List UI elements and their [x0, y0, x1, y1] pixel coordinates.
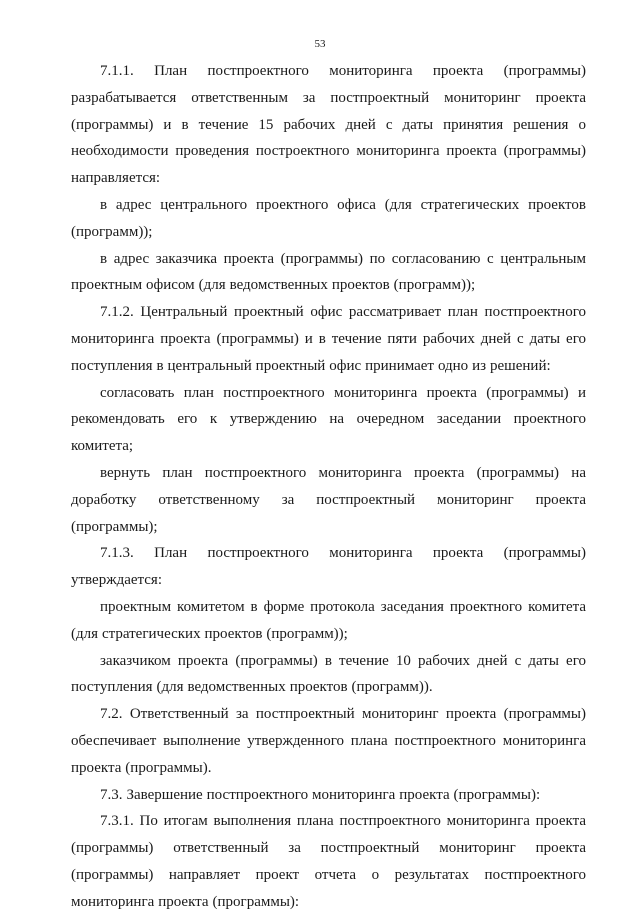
paragraph-7-3: 7.3. Завершение постпроектного мониторинга проекта (программы): [100, 786, 541, 803]
list-item-approve: согласовать план постпроектного мониторинга проекта (программы) и рекомендовать его к утверждению на очередном заседании проектного комитета; [71, 384, 586, 455]
paragraph-7-1-1: 7.1.1. План постпроектного мониторинга проекта (программы) разрабатывается ответственным за постпроектный мониторинг проекта (программы) и в течение 15 рабочих дней с даты принятия решения о необходимости проведения построектного мониторинга проекта (программы) направляется: [71, 63, 586, 187]
list-item-committee: проектным комитетом в форме протокола заседания проектного комитета (для стратегических проектов (программ)); [71, 598, 586, 642]
document-body [71, 58, 586, 916]
list-item-customer-approval: заказчиком проекта (программы) в течение 10 рабочих дней с даты его поступления (для ведомственных проектов (программ)). [71, 652, 586, 696]
paragraph-7-1-3: 7.1.3. План постпроектного мониторинга проекта (программы) утверждается: [71, 545, 586, 589]
paragraph-7-3-1: 7.3.1. По итогам выполнения плана постпроектного мониторинга проекта (программы) ответственный за постпроектный мониторинг проекта (программы) направляет проект отчета о результатах постпроектного мониторинга проекта (программы): [71, 813, 586, 910]
list-item-customer: в адрес заказчика проекта (программы) по согласованию с центральным проектным офисом (для ведомственных проектов (программ)); [71, 250, 586, 294]
list-item-central-office: в адрес центрального проектного офиса (для стратегических проектов (программ)); [71, 196, 586, 240]
list-item-return: вернуть план постпроектного мониторинга проекта (программы) на доработку ответственному за постпроектный мониторинг проекта (программы); [71, 464, 586, 535]
paragraph-7-1-2: 7.1.2. Центральный проектный офис рассматривает план постпроектного мониторинга проекта (программы) и в течение пяти рабочих дней с даты его поступления в центральный проектный офис принимает одно из решений: [71, 304, 586, 374]
paragraph-7-2: 7.2. Ответственный за постпроектный мониторинг проекта (программы) обеспечивает выполнение утвержденного плана постпроектного мониторинга проекта (программы). [71, 706, 586, 776]
page-number: 53 [314, 38, 326, 50]
